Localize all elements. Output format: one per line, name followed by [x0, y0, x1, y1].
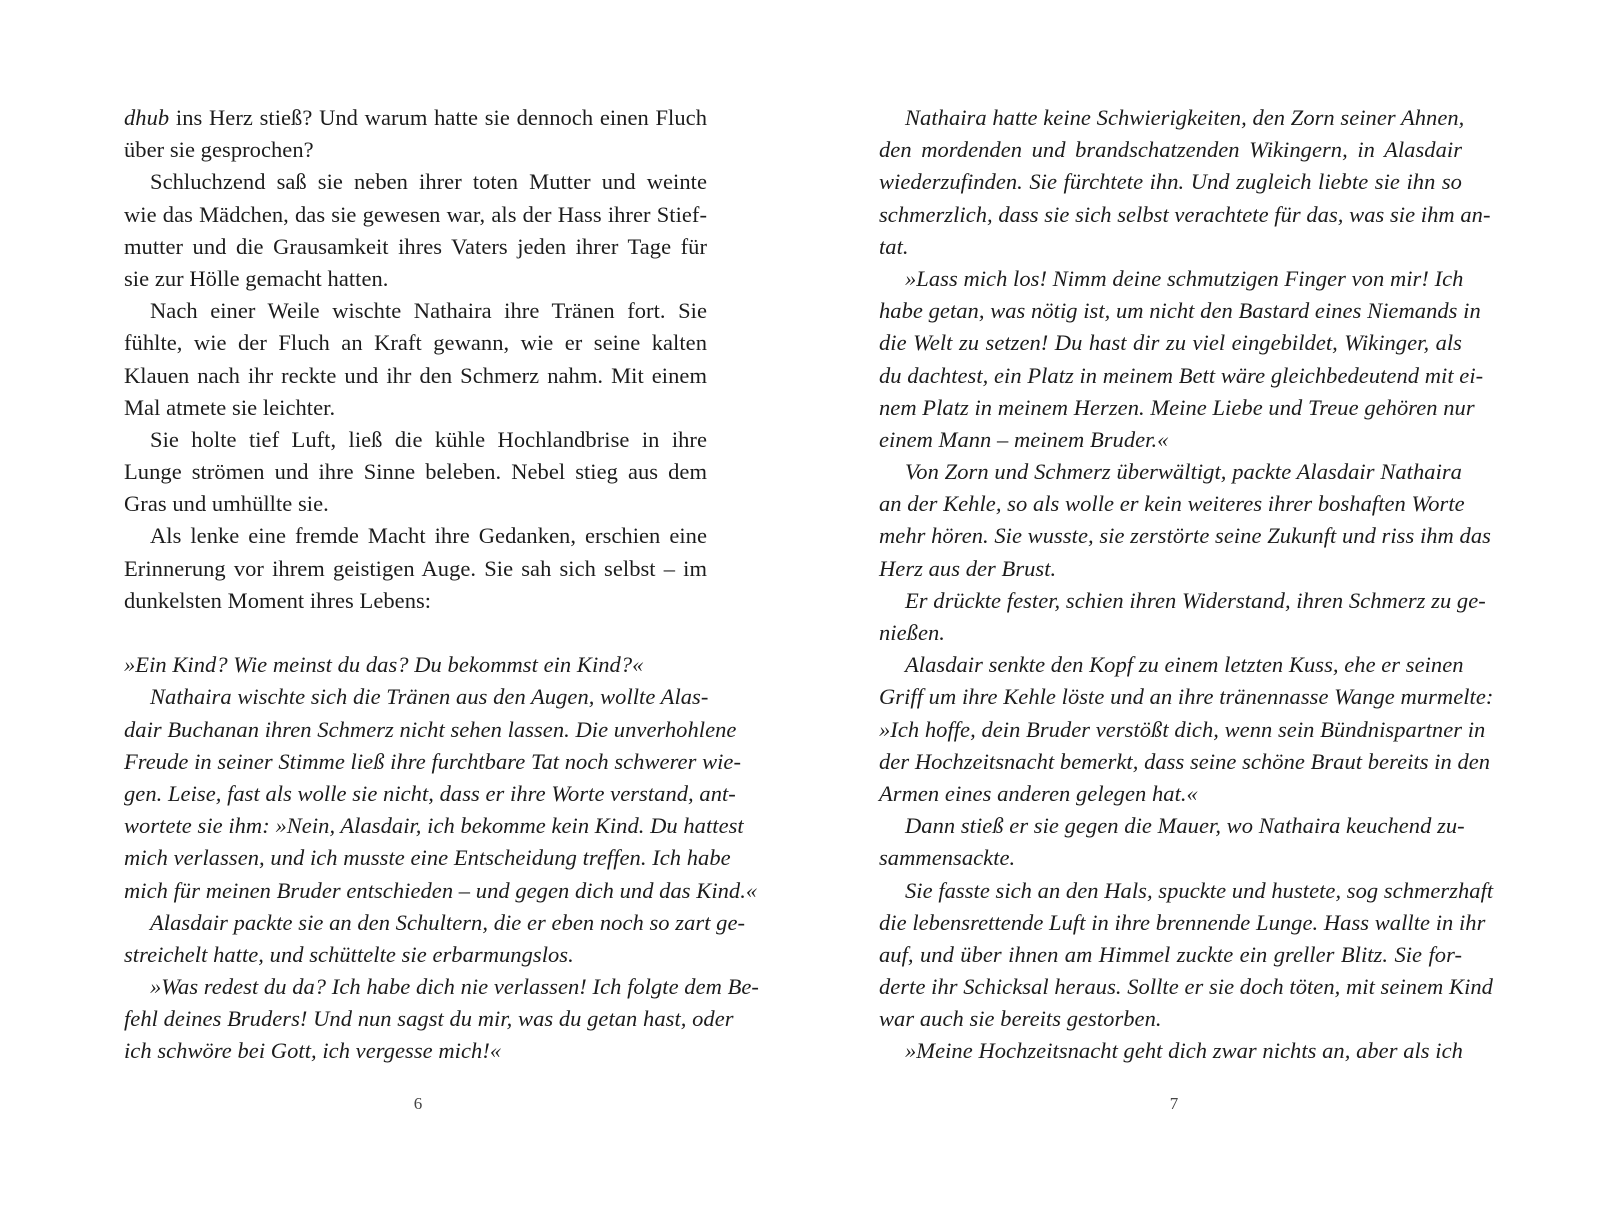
text-line: [879, 424, 1462, 456]
text-line: [124, 778, 736, 810]
text-line: [124, 939, 707, 971]
text-segment: gen. Leise, fast als wolle sie nicht, dass er ihre Worte verstand, ant-: [124, 780, 736, 806]
text-line: [879, 134, 1462, 166]
text-line: [124, 360, 707, 392]
text-segment: Erinnerung vor ihrem geistigen Auge. Sie sah sich selbst – im: [124, 555, 707, 581]
text-segment: tat.: [879, 233, 909, 259]
text-line: [879, 714, 1486, 746]
text-line: [124, 327, 707, 359]
text-segment: Freude in seiner Stimme ließ ihre furchtbare Tat noch schwerer wie-: [124, 748, 742, 774]
text-segment: dhub: [124, 105, 170, 130]
text-line: [124, 231, 707, 263]
text-line: [124, 295, 707, 327]
text-segment: nem Platz in meinem Herzen. Meine Liebe und Treue gehören nur: [879, 394, 1475, 420]
text-line: [124, 907, 746, 939]
text-segment: dair Buchanan ihren Schmerz nicht sehen lassen. Die unverhohlene: [124, 716, 737, 742]
text-line: [879, 907, 1486, 939]
right-page-number: 7: [1169, 1094, 1179, 1113]
text-line: [879, 875, 1494, 907]
text-segment: mutter und die Grausamkeit ihres Vaters jeden ihrer Tage für: [124, 233, 707, 259]
text-segment: dunkelsten Moment ihres Lebens:: [124, 587, 432, 613]
text-segment: Alasdair packte sie an den Schultern, die er eben noch so zart ge-: [150, 909, 746, 935]
text-segment: die lebensrettende Luft in ihre brennende Lunge. Hass wallte in ihr: [879, 909, 1486, 935]
text-segment: »Was redest du da? Ich habe dich nie verlassen! Ich folgte dem Be-: [150, 974, 759, 1000]
text-line: [879, 392, 1475, 424]
text-line: [879, 842, 1462, 874]
text-segment: habe getan, was nötig ist, um nicht den Bastard eines Niemands in: [879, 298, 1481, 324]
text-line: [879, 1003, 1462, 1035]
text-line: [124, 166, 707, 198]
text-line: [124, 199, 707, 231]
text-line: [124, 392, 707, 424]
text-line: [124, 263, 707, 295]
text-segment: mich für meinen Bruder entschieden – und gegen dich und das Kind.«: [124, 877, 758, 903]
text-segment: die Welt zu setzen! Du hast dir zu viel eingebildet, Wikinger, als: [879, 330, 1462, 356]
text-segment: Nach einer Weile wischte Nathaira ihre Tränen fort. Sie: [150, 298, 707, 324]
text-line: [879, 456, 1462, 488]
text-segment: fühlte, wie der Fluch an Kraft gewann, wie er seine kalten: [124, 330, 707, 356]
text-segment: Sie holte tief Luft, ließ die kühle Hochlandbrise in ihre: [150, 426, 707, 452]
text-segment: Sie fasste sich an den Hals, spuckte und hustete, sog schmerzhaft: [905, 877, 1494, 903]
text-line: [879, 553, 1462, 585]
text-line: [879, 231, 1462, 263]
text-segment: Gras und umhüllte sie.: [124, 491, 329, 517]
text-segment: ich schwöre bei Gott, ich vergesse mich!«: [124, 1038, 502, 1064]
text-line: [124, 714, 737, 746]
text-line: [124, 842, 731, 874]
text-line: [124, 681, 707, 713]
text-line: [124, 134, 707, 166]
text-segment: Herz aus der Brust.: [879, 555, 1057, 581]
text-segment: der Hochzeitsnacht bemerkt, dass seine schöne Braut bereits in den: [879, 748, 1491, 774]
text-line: [879, 102, 1465, 134]
text-line: [879, 617, 1462, 649]
text-line: [124, 746, 742, 778]
text-line: [124, 424, 707, 456]
text-line: [879, 810, 1465, 842]
text-line: [879, 778, 1462, 810]
left-page-number: 6: [413, 1094, 423, 1113]
text-line: [124, 875, 758, 907]
text-segment: Alasdair senkte den Kopf zu einem letzten Kuss, ehe er seinen: [905, 652, 1464, 678]
text-segment: ins Herz stieß? Und warum hatte sie dennoch einen Fluch: [169, 105, 707, 130]
text-line: [124, 1035, 707, 1067]
text-line: [879, 1035, 1462, 1067]
text-segment: Von Zorn und Schmerz überwältigt, packte Alasdair Nathaira: [905, 459, 1462, 485]
text-segment: mich verlassen, und ich musste eine Entscheidung treffen. Ich habe: [124, 845, 731, 871]
text-line: [879, 520, 1491, 552]
text-segment: einem Mann – meinem Bruder.«: [879, 426, 1169, 452]
text-segment: sie zur Hölle gemacht hatten.: [124, 265, 389, 291]
text-segment: Als lenke eine fremde Macht ihre Gedanken, erschien eine: [150, 523, 707, 549]
text-line: [879, 166, 1462, 198]
text-segment: Klauen nach ihr reckte und ihr den Schmerz nahm. Mit einem: [124, 362, 707, 388]
text-line: [124, 102, 707, 134]
text-segment: Dann stieß er sie gegen die Mauer, wo Nathaira keuchend zu-: [905, 813, 1465, 839]
text-line: [124, 456, 707, 488]
text-line: [879, 360, 1484, 392]
text-line: [124, 810, 744, 842]
text-segment: sammensackte.: [879, 845, 1016, 871]
text-segment: »Ein Kind? Wie meinst du das? Du bekommst ein Kind?«: [124, 652, 644, 678]
text-segment: wie das Mädchen, das sie gewesen war, als der Hass ihrer Stief-: [124, 201, 707, 227]
text-line: [879, 939, 1462, 971]
text-segment: Griff um ihre Kehle löste und an ihre tränennasse Wange murmelte:: [879, 684, 1494, 710]
text-segment: schmerzlich, dass sie sich selbst verachtete für das, was sie ihm an-: [879, 201, 1491, 227]
text-line: [124, 1003, 734, 1035]
text-segment: »Ich hoffe, dein Bruder verstößt dich, wenn sein Bündnispartner in: [879, 716, 1486, 742]
text-line: [879, 199, 1491, 231]
text-segment: streichelt hatte, und schüttelte sie erbarmungslos.: [124, 941, 574, 967]
text-segment: du dachtest, ein Platz in meinem Bett wäre gleichbedeutend mit ei-: [879, 362, 1484, 388]
text-segment: Lunge strömen und ihre Sinne beleben. Nebel stieg aus dem: [124, 459, 707, 485]
text-segment: wortete sie ihm: »Nein, Alasdair, ich bekomme kein Kind. Du hattest: [124, 813, 744, 839]
text-line: [124, 488, 707, 520]
text-line: [879, 585, 1486, 617]
text-line: [879, 327, 1462, 359]
text-segment: mehr hören. Sie wusste, sie zerstörte seine Zukunft und riss ihm das: [879, 523, 1491, 549]
text-segment: Mal atmete sie leichter.: [124, 394, 336, 420]
text-segment: »Meine Hochzeitsnacht geht dich zwar nichts an, aber als ich: [905, 1038, 1463, 1064]
text-segment: über sie gesprochen?: [124, 137, 314, 163]
text-segment: wiederzufinden. Sie fürchtete ihn. Und zugleich liebte sie ihn so: [879, 169, 1462, 195]
text-segment: Schluchzend saß sie neben ihrer toten Mutter und weinte: [150, 169, 707, 195]
text-segment: an der Kehle, so als wolle er kein weiteres ihrer boshaften Worte: [879, 491, 1465, 517]
text-line: [879, 263, 1462, 295]
text-segment: nießen.: [879, 620, 945, 645]
text-segment: den mordenden und brandschatzenden Wikingern, in Alasdair: [879, 137, 1462, 163]
text-line: [879, 971, 1493, 1003]
left-page: [124, 102, 759, 1068]
text-line: [124, 585, 707, 617]
text-segment: auf, und über ihnen am Himmel zuckte ein greller Blitz. Sie for-: [879, 941, 1462, 967]
text-segment: Nathaira wischte sich die Tränen aus den Augen, wollte Alas-: [150, 684, 709, 710]
text-segment: derte ihr Schicksal heraus. Sollte er sie doch töten, mit seinem Kind: [879, 974, 1493, 1000]
text-segment: war auch sie bereits gestorben.: [879, 1006, 1162, 1032]
text-line: [879, 746, 1491, 778]
text-segment: fehl deines Bruders! Und nun sagst du mir, was du getan hast, oder: [124, 1006, 734, 1032]
text-line: [124, 520, 707, 552]
text-line: [124, 971, 759, 1003]
text-line: [879, 488, 1465, 520]
text-line: [124, 553, 707, 585]
text-segment: Armen eines anderen gelegen hat.«: [879, 780, 1198, 806]
text-line: [879, 681, 1494, 713]
text-segment: »Lass mich los! Nimm deine schmutzigen Finger von mir! Ich: [905, 265, 1464, 291]
text-segment: Nathaira hatte keine Schwierigkeiten, den Zorn seiner Ahnen,: [905, 105, 1465, 130]
text-line: [879, 649, 1462, 681]
text-line: [879, 295, 1481, 327]
text-line: [124, 649, 707, 681]
text-segment: Er drückte fester, schien ihren Widerstand, ihren Schmerz zu ge-: [905, 587, 1486, 613]
right-page: [879, 102, 1494, 1068]
